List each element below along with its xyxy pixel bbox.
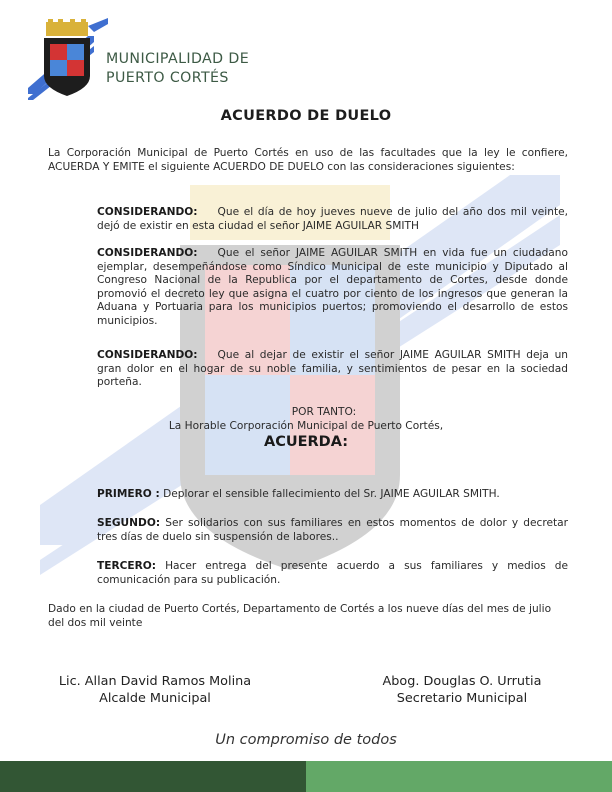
- organization-name: [106, 50, 249, 88]
- considerando-text: Que el día de hoy jueves nueve de julio del año dos mil veinte, dejó de existir en esta ciudad el señor JAIME AGUILAR SMITH: [97, 206, 568, 232]
- considerando-text: Que al dejar de existir el señor JAIME AGUILAR SMITH deja un gran dolor en el hogar de su noble familia, y sentimientos de pesar en la sociedad porteña.: [97, 349, 568, 389]
- item-label: PRIMERO :: [97, 488, 160, 500]
- organization-name-line2: PUERTO CORTÉS: [106, 70, 229, 86]
- item-text: Hacer entrega del presente acuerdo a sus familiares y medios de comunicación para su publicación.: [97, 560, 568, 586]
- footer-bar-dark: [0, 761, 306, 792]
- footer-motto: Un compromiso de todos: [215, 732, 397, 748]
- organization-name-line1: MUNICIPALIDAD DE: [106, 51, 250, 67]
- considerando-text: Que el señor JAIME AGUILAR SMITH en vida fue un ciudadano ejemplar, desempeñándose como Síndico Municipal de este municipio y Diputado al Congreso Nacional de la Republica por el departamento de Cortes, desde donde promovió el decreto ley que asigna el cuatro por ciento de los ingresos que generan la Aduana y Portuaria para los municipios puertos; promoviendo el desarrollo de estos municipios.: [97, 247, 568, 327]
- signatory-name: Abog. Douglas O. Urrutia: [382, 674, 542, 689]
- considerando-label: CONSIDERANDO:: [97, 247, 198, 259]
- intro-paragraph: La Corporación Municipal de Puerto Cortés en uso de las facultades que la ley le confiere, ACUERDA Y EMITE el siguiente ACUERDO DE DUELO con las consideraciones siguientes:: [48, 147, 568, 173]
- resolution-item-2: [97, 517, 568, 544]
- coat-of-arms-icon: [28, 18, 108, 100]
- footer-bar-light: [306, 761, 612, 792]
- signatory-role: Secretario Municipal: [396, 691, 528, 706]
- considerando-1: [97, 206, 568, 233]
- item-text: Ser solidarios con sus familiares en estos momentos de dolor y decretar tres días de duelo sin suspensión de labores..: [97, 517, 568, 543]
- signature-secretario: [337, 673, 587, 707]
- considerando-3: [97, 349, 568, 390]
- item-label: SEGUNDO:: [97, 517, 161, 529]
- resolution-item-1: [97, 488, 568, 502]
- por-tanto: POR TANTO:: [291, 406, 357, 418]
- signatory-role: Alcalde Municipal: [99, 691, 211, 706]
- acuerda-heading: ACUERDA:: [263, 434, 349, 450]
- resolution-item-3: [97, 560, 568, 587]
- item-text: Deplorar el sensible fallecimiento del Sr. JAIME AGUILAR SMITH.: [163, 488, 500, 500]
- considerando-label: CONSIDERANDO:: [97, 349, 198, 361]
- logo: [28, 18, 108, 100]
- document-title: ACUERDO DE DUELO: [220, 108, 392, 124]
- considerando-label: CONSIDERANDO:: [97, 206, 198, 218]
- item-label: TERCERO:: [97, 560, 157, 572]
- horable-corporacion: La Horable Corporación Municipal de Puerto Cortés,: [168, 420, 444, 432]
- considerando-2: [97, 247, 568, 329]
- signatory-name: Lic. Allan David Ramos Molina: [58, 674, 252, 689]
- signature-alcalde: [30, 673, 280, 707]
- closing-paragraph: Dado en la ciudad de Puerto Cortés, Departamento de Cortés a los nueve días del mes de julio del dos mil veinte: [48, 603, 552, 629]
